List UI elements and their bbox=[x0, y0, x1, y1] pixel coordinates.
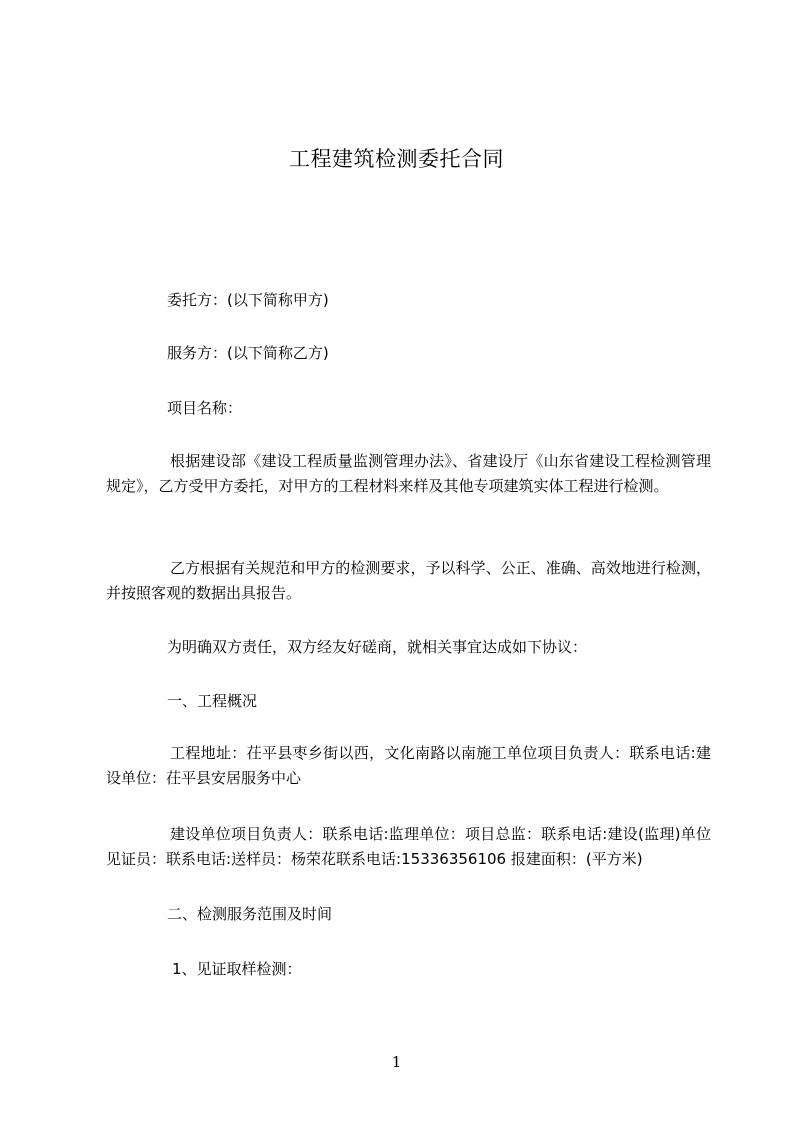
page-number: 1 bbox=[391, 1053, 402, 1071]
project-contacts-paragraph: 建设单位项目负责人：联系电话:监理单位：项目总监：联系电话:建设(监理)单位见证员：联系电话:送样员：杨荣花联系电话:15336356106 报建面积：(平方米) bbox=[106, 825, 711, 868]
section-2-heading: 二、检测服务范围及时间 bbox=[167, 905, 333, 923]
client-party-line: 委托方：(以下简称甲方) bbox=[167, 291, 329, 309]
project-name-line: 项目名称： bbox=[167, 399, 243, 417]
project-address-paragraph: 工程地址：茌平县枣乡街以西，文化南路以南施工单位项目负责人：联系电话:建设单位：茌平县安居服务中心 bbox=[106, 744, 711, 787]
document-title: 工程建筑检测委托合同 bbox=[289, 147, 504, 171]
item-1-heading: 1、见证取样检测： bbox=[172, 960, 302, 978]
section-1-heading: 一、工程概况 bbox=[167, 692, 258, 710]
standards-paragraph: 乙方根据有关规范和甲方的检测要求，予以科学、公正、准确、高效地进行检测，并按照客观的数据出具报告。 bbox=[106, 559, 711, 602]
basis-paragraph: 根据建设部《建设工程质量监测管理办法》、省建设厅《山东省建设工程检测管理规定》，乙方受甲方委托，对甲方的工程材料来样及其他专项建筑实体工程进行检测。 bbox=[106, 452, 711, 495]
agreement-paragraph: 为明确双方责任，双方经友好磋商，就相关事宜达成如下协议： bbox=[167, 638, 588, 656]
service-party-line: 服务方：(以下简称乙方) bbox=[167, 344, 329, 362]
